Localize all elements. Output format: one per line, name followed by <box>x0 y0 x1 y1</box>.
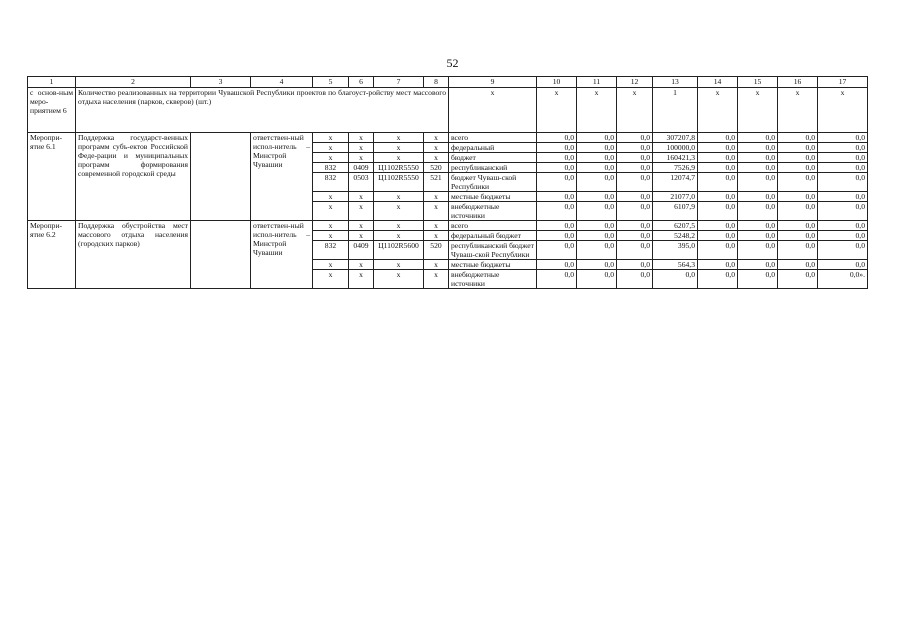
funding-source: всего <box>449 133 537 143</box>
column-number-header: 12 <box>617 77 653 88</box>
indicator-cell: х <box>778 88 818 133</box>
amount-cell: 0,0 <box>818 133 868 143</box>
budget-code-cell: х <box>424 231 449 241</box>
column-number-header: 17 <box>818 77 868 88</box>
amount-cell: 0,0 <box>698 270 738 289</box>
column-number-header: 9 <box>449 77 537 88</box>
amount-cell: 0,0 <box>818 241 868 260</box>
amount-cell: 0,0 <box>537 163 577 173</box>
amount-cell: 0,0 <box>617 260 653 270</box>
amount-cell: 0,0 <box>577 231 617 241</box>
budget-code-cell: Ц1102R5550 <box>374 163 424 173</box>
funding-source: бюджет <box>449 153 537 163</box>
amount-cell: 0,0 <box>537 173 577 192</box>
budget-code-cell: х <box>424 270 449 289</box>
amount-cell: 6107,9 <box>653 202 698 221</box>
amount-cell: 0,0 <box>818 163 868 173</box>
budget-code-cell: 520 <box>424 241 449 260</box>
budget-code-cell: 0503 <box>349 173 374 192</box>
funding-source: республиканский <box>449 163 537 173</box>
amount-cell: 0,0 <box>537 202 577 221</box>
amount-cell: 0,0 <box>738 133 778 143</box>
indicator-description: Количество реализованных на территории Чувашской Республики проектов по благоуст-ройству мест массового отдыха населения (парков, скверов) (шт.) <box>76 88 449 133</box>
budget-code-cell: х <box>349 260 374 270</box>
table-row <box>28 221 868 231</box>
amount-cell: 0,0 <box>698 260 738 270</box>
amount-cell: 0,0 <box>653 270 698 289</box>
amount-cell: 0,0 <box>738 153 778 163</box>
budget-code-cell: х <box>349 133 374 143</box>
budget-code-cell: х <box>374 231 424 241</box>
budget-code-cell: х <box>424 133 449 143</box>
funding-source: всего <box>449 221 537 231</box>
budget-code-cell: х <box>424 153 449 163</box>
column-number-header: 14 <box>698 77 738 88</box>
budget-code-cell: 520 <box>424 163 449 173</box>
amount-cell: 0,0 <box>577 133 617 143</box>
amount-cell: 5248,2 <box>653 231 698 241</box>
amount-cell: 0,0 <box>698 202 738 221</box>
responsible-executor: ответствен-ный испол-нитель – Минстрой Чувашии <box>251 221 313 289</box>
column-number-header: 10 <box>537 77 577 88</box>
indicator-cell: х <box>577 88 617 133</box>
funding-source: внебюджетные источники <box>449 270 537 289</box>
amount-cell: 6207,5 <box>653 221 698 231</box>
amount-cell: 0,0 <box>617 143 653 153</box>
amount-cell: 0,0 <box>698 153 738 163</box>
amount-cell: 0,0 <box>738 202 778 221</box>
budget-code-cell: х <box>374 270 424 289</box>
amount-cell: 0,0 <box>778 241 818 260</box>
funding-source: местные бюджеты <box>449 192 537 202</box>
budget-code-cell: х <box>313 221 349 231</box>
funding-source: местные бюджеты <box>449 260 537 270</box>
amount-cell: 0,0 <box>778 153 818 163</box>
measure-participant <box>191 221 251 289</box>
amount-cell: 0,0 <box>577 143 617 153</box>
budget-code-cell: х <box>313 143 349 153</box>
budget-code-cell: 521 <box>424 173 449 192</box>
amount-cell: 0,0 <box>778 270 818 289</box>
amount-cell: 0,0 <box>537 241 577 260</box>
budget-code-cell: х <box>313 202 349 221</box>
amount-cell: 0,0 <box>818 153 868 163</box>
amount-cell: 0,0 <box>778 221 818 231</box>
amount-cell: 0,0 <box>738 192 778 202</box>
amount-cell: 0,0 <box>818 221 868 231</box>
amount-cell: 0,0 <box>698 173 738 192</box>
amount-cell: 0,0 <box>738 173 778 192</box>
amount-cell: 0,0 <box>738 143 778 153</box>
amount-cell: 0,0 <box>577 163 617 173</box>
budget-code-cell: х <box>374 153 424 163</box>
amount-cell: 0,0 <box>778 133 818 143</box>
column-number-header: 1 <box>28 77 76 88</box>
amount-cell: 0,0 <box>537 221 577 231</box>
budget-code-cell: 0409 <box>349 163 374 173</box>
measure-6-2-block <box>28 221 868 289</box>
budget-code-cell: х <box>374 260 424 270</box>
budget-code-cell: х <box>349 270 374 289</box>
amount-cell: 0,0 <box>617 173 653 192</box>
amount-cell: 0,0 <box>738 270 778 289</box>
budget-code-cell: х <box>349 202 374 221</box>
column-number-header: 6 <box>349 77 374 88</box>
budget-code-cell: х <box>349 153 374 163</box>
amount-cell: 0,0 <box>778 202 818 221</box>
amount-cell: 21077,0 <box>653 192 698 202</box>
amount-cell: 0,0 <box>818 260 868 270</box>
amount-cell: 0,0 <box>617 192 653 202</box>
amount-cell: 307207,8 <box>653 133 698 143</box>
amount-cell: 0,0 <box>738 163 778 173</box>
indicator-label: с основ-ным меро-приятием 6 <box>28 88 76 133</box>
budget-code-cell: 832 <box>313 163 349 173</box>
budget-code-cell: х <box>424 143 449 153</box>
amount-cell: 0,0 <box>617 163 653 173</box>
budget-code-cell: х <box>374 192 424 202</box>
measure-description: Поддержка обустройства мест массового отдыха населения (городских парков) <box>76 221 191 289</box>
budget-code-cell: х <box>424 260 449 270</box>
amount-cell: 0,0 <box>778 143 818 153</box>
amount-cell: 0,0 <box>698 163 738 173</box>
budget-code-cell: Ц1102R5600 <box>374 241 424 260</box>
amount-cell: 0,0 <box>778 231 818 241</box>
indicator-cell: х <box>537 88 577 133</box>
amount-cell: 564,3 <box>653 260 698 270</box>
budget-code-cell: х <box>349 143 374 153</box>
amount-cell: 12074,7 <box>653 173 698 192</box>
column-number-header: 2 <box>76 77 191 88</box>
amount-cell: 0,0 <box>698 143 738 153</box>
budget-code-cell: х <box>313 270 349 289</box>
budget-code-cell: х <box>313 231 349 241</box>
budget-code-cell: 0409 <box>349 241 374 260</box>
column-number-header: 7 <box>374 77 424 88</box>
amount-cell: 0,0 <box>577 153 617 163</box>
amount-cell: 0,0 <box>617 270 653 289</box>
amount-cell: 0,0 <box>738 260 778 270</box>
funding-source: внебюджетные источники <box>449 202 537 221</box>
amount-cell: 0,0 <box>537 192 577 202</box>
amount-cell: 0,0 <box>617 153 653 163</box>
amount-cell: 0,0 <box>698 192 738 202</box>
column-number-header: 4 <box>251 77 313 88</box>
amount-cell: 0,0 <box>537 270 577 289</box>
amount-cell: 0,0 <box>698 231 738 241</box>
measure-6-1-block <box>28 133 868 221</box>
amount-cell: 0,0 <box>577 241 617 260</box>
budget-code-cell: х <box>313 260 349 270</box>
amount-cell: 0,0 <box>698 221 738 231</box>
column-number-header: 11 <box>577 77 617 88</box>
page-number: 52 <box>446 56 459 70</box>
amount-cell: 7526,9 <box>653 163 698 173</box>
amount-cell: 0,0 <box>738 241 778 260</box>
budget-code-cell: х <box>349 192 374 202</box>
responsible-executor: ответствен-ный испол-нитель – Минстрой Чувашии <box>251 133 313 221</box>
amount-cell: 0,0 <box>537 260 577 270</box>
budget-code-cell: 832 <box>313 241 349 260</box>
budget-code-cell: х <box>424 192 449 202</box>
column-number-header: 8 <box>424 77 449 88</box>
funding-source: федеральный бюджет <box>449 231 537 241</box>
amount-cell: 0,0 <box>778 192 818 202</box>
amount-cell: 0,0 <box>778 260 818 270</box>
indicator-cell: х <box>698 88 738 133</box>
amount-cell: 0,0 <box>617 231 653 241</box>
amount-cell: 0,0 <box>617 133 653 143</box>
funding-source: республиканский бюджет Чуваш-ской Республики <box>449 241 537 260</box>
amount-cell: 0,0 <box>577 192 617 202</box>
amount-cell: 0,0 <box>818 202 868 221</box>
measure-participant <box>191 133 251 221</box>
indicator-cell: х <box>617 88 653 133</box>
amount-cell: 0,0 <box>577 260 617 270</box>
amount-cell: 0,0 <box>537 231 577 241</box>
column-number-header: 16 <box>778 77 818 88</box>
indicator-row <box>28 88 868 133</box>
header-row <box>28 77 868 88</box>
amount-cell: 0,0 <box>617 221 653 231</box>
amount-cell: 395,0 <box>653 241 698 260</box>
amount-cell: 0,0 <box>577 173 617 192</box>
amount-cell: 160421,3 <box>653 153 698 163</box>
column-number-header: 5 <box>313 77 349 88</box>
indicator-cell: х <box>738 88 778 133</box>
indicator-cell: 1 <box>653 88 698 133</box>
amount-cell: 0,0 <box>537 153 577 163</box>
amount-cell: 0,0 <box>577 221 617 231</box>
budget-code-cell: 832 <box>313 173 349 192</box>
budget-code-cell: х <box>313 192 349 202</box>
amount-cell: 0,0 <box>778 173 818 192</box>
amount-cell: 0,0 <box>577 270 617 289</box>
amount-cell: 0,0 <box>537 143 577 153</box>
amount-cell: 0,0 <box>818 143 868 153</box>
budget-code-cell: х <box>313 133 349 143</box>
amount-cell: 100000,0 <box>653 143 698 153</box>
funding-source: федеральный <box>449 143 537 153</box>
amount-cell: 0,0 <box>617 202 653 221</box>
amount-cell: 0,0 <box>577 202 617 221</box>
amount-cell: 0,0 <box>818 192 868 202</box>
measure-description: Поддержка государст-венных программ субъ-ектов Российской Феде-рации и муниципальных программ формирования современной городской среды <box>76 133 191 221</box>
amount-cell: 0,0 <box>778 163 818 173</box>
amount-cell: 0,0 <box>537 133 577 143</box>
amount-cell: 0,0 <box>617 241 653 260</box>
measure-label: Меропри-ятие 6.2 <box>28 221 76 289</box>
amount-cell: 0,0 <box>818 231 868 241</box>
budget-code-cell: х <box>424 202 449 221</box>
column-number-header: 13 <box>653 77 698 88</box>
budget-code-cell: х <box>424 221 449 231</box>
table-row <box>28 133 868 143</box>
budget-code-cell: Ц1102R5550 <box>374 173 424 192</box>
column-number-header: 15 <box>738 77 778 88</box>
amount-cell: 0,0 <box>738 231 778 241</box>
amount-cell: 0,0 <box>698 241 738 260</box>
budget-code-cell: х <box>349 231 374 241</box>
budget-code-cell: х <box>349 221 374 231</box>
amount-cell: 0,0». <box>818 270 868 289</box>
budget-code-cell: х <box>374 143 424 153</box>
funding-source: бюджет Чуваш-ской Республики <box>449 173 537 192</box>
amount-cell: 0,0 <box>738 221 778 231</box>
indicator-cell: х <box>818 88 868 133</box>
budget-code-cell: х <box>374 202 424 221</box>
amount-cell: 0,0 <box>698 133 738 143</box>
program-table <box>27 76 868 289</box>
amount-cell: 0,0 <box>818 173 868 192</box>
budget-code-cell: х <box>374 133 424 143</box>
column-number-header: 3 <box>191 77 251 88</box>
budget-code-cell: х <box>313 153 349 163</box>
indicator-cell: х <box>449 88 537 133</box>
budget-code-cell: х <box>374 221 424 231</box>
measure-label: Меропри-ятие 6.1 <box>28 133 76 221</box>
